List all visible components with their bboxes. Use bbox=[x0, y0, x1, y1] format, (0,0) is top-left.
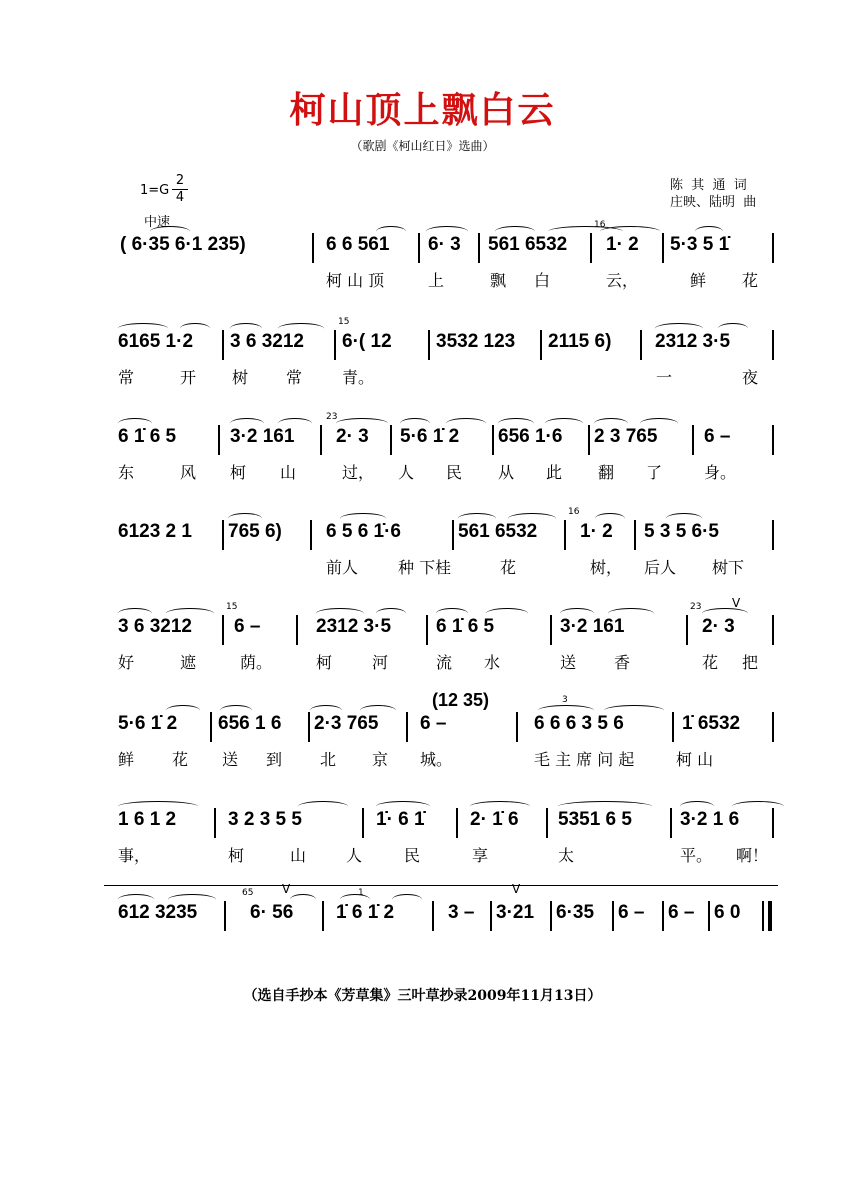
triplet-mark: 3 bbox=[562, 695, 568, 705]
lyric: 此 bbox=[546, 463, 563, 482]
breath-mark: V bbox=[732, 596, 741, 610]
lyric: 鲜 bbox=[690, 271, 707, 290]
lyric: 花 bbox=[742, 271, 759, 290]
measure: 6 1̇ 6 5 bbox=[436, 616, 495, 637]
measure: 5·6 1̇ 2 bbox=[118, 713, 178, 734]
measure: 5 3 5 6·5 bbox=[644, 521, 719, 542]
measure: 1̇· 6 1̇ bbox=[376, 809, 425, 830]
measure: 6 6 6 3 5 6 bbox=[534, 713, 624, 734]
song-subtitle: （歌剧《柯山红日》选曲） bbox=[350, 139, 495, 153]
lyric: 遮 bbox=[180, 653, 197, 672]
grace-note: 15 bbox=[338, 317, 350, 327]
measure: 765 6) bbox=[228, 521, 282, 542]
credits bbox=[670, 177, 756, 211]
lyric: 树 bbox=[232, 368, 249, 387]
song-title: 柯山顶上飘白云 bbox=[289, 89, 556, 131]
lyric: 云， bbox=[606, 271, 639, 290]
lyric: 夜 bbox=[742, 368, 759, 387]
time-bottom: 4 bbox=[172, 189, 188, 206]
lyric: 开 bbox=[180, 368, 197, 387]
measure: 3 2 3 5 5 bbox=[228, 809, 302, 830]
measure: 1 6 1 2 bbox=[118, 809, 177, 830]
lyric: 毛 主 席 问 起 bbox=[534, 750, 635, 769]
composer: 庄映、陆明 曲 bbox=[670, 195, 757, 210]
lyric: 到 bbox=[266, 750, 283, 769]
lyric: 前人 bbox=[326, 558, 359, 577]
measure: 5·3 5 1̇ bbox=[670, 234, 730, 255]
lyric: 城。 bbox=[420, 750, 453, 769]
measure: 2· 3 bbox=[702, 616, 735, 637]
measure: 6· 3 bbox=[428, 234, 461, 255]
measure: 6 5 6 1̇·6 bbox=[326, 521, 401, 542]
lyric: 种 下桂 bbox=[398, 558, 452, 577]
measure: 3 6 3212 bbox=[230, 331, 304, 352]
lyric: 后人 bbox=[644, 558, 677, 577]
measure: 2· 1̇ 6 bbox=[470, 809, 519, 830]
measure: 6 – bbox=[618, 902, 645, 923]
lyric: 水 bbox=[484, 653, 501, 672]
measure: 6· 56 bbox=[250, 902, 294, 923]
grace-note: 23 bbox=[326, 412, 338, 422]
lyric: 山 bbox=[280, 463, 297, 482]
lyric: 树下 bbox=[712, 558, 745, 577]
lyric: 花 bbox=[702, 653, 719, 672]
lyric: 常 bbox=[118, 368, 135, 387]
measure: 3·21 bbox=[496, 902, 535, 923]
lyric: 柯 bbox=[228, 846, 245, 865]
measure: 6 1̇ 6 5 bbox=[118, 426, 177, 447]
measure: 3532 123 bbox=[436, 331, 516, 352]
time-top: 2 bbox=[175, 173, 185, 188]
lyric: 柯 山 bbox=[676, 750, 714, 769]
measure: 6 – bbox=[234, 616, 261, 637]
lyric: 民 bbox=[404, 846, 421, 865]
lyric: 京 bbox=[372, 750, 389, 769]
measure: 2 3 765 bbox=[594, 426, 658, 447]
key-signature: 1=G bbox=[140, 183, 170, 198]
lyric: 树， bbox=[590, 558, 623, 577]
measure: 2·3 765 bbox=[314, 713, 379, 734]
lyric: 过， bbox=[342, 463, 375, 482]
lyric: 东 bbox=[118, 463, 135, 482]
lyric: 流 bbox=[436, 653, 453, 672]
grace-note: 15 bbox=[226, 602, 238, 612]
lyric: 北 bbox=[320, 750, 337, 769]
divider-line bbox=[104, 885, 778, 886]
measure: 3 – bbox=[448, 902, 475, 923]
measure: 1· 2 bbox=[606, 234, 639, 255]
lyric: 上 bbox=[428, 271, 445, 290]
measure: 6 0 bbox=[714, 902, 741, 923]
measure: 5·6 1̇ 2 bbox=[400, 426, 460, 447]
final-barline bbox=[768, 901, 772, 931]
lyric: 把 bbox=[742, 653, 759, 672]
lyric: 鲜 bbox=[118, 750, 135, 769]
grace-note: 65 bbox=[242, 888, 254, 898]
lyric: 柯 山 顶 bbox=[326, 271, 385, 290]
measure: 2115 6) bbox=[548, 331, 612, 352]
lyric: 柯 bbox=[230, 463, 247, 482]
lyric: 平。 bbox=[680, 846, 713, 865]
measure: 6 – bbox=[704, 426, 731, 447]
measure: 2312 3·5 bbox=[316, 616, 392, 637]
lyric: 常 bbox=[286, 368, 303, 387]
breath-mark: V bbox=[282, 882, 291, 896]
measure: 6165 1·2 bbox=[118, 331, 194, 352]
measure: 656 1 6 bbox=[218, 713, 282, 734]
lyric: 从 bbox=[498, 463, 515, 482]
lyric: 人 bbox=[398, 463, 415, 482]
measure: 561 6532 bbox=[458, 521, 538, 542]
measure: 6 – bbox=[668, 902, 695, 923]
measure: 1̇ 6532 bbox=[682, 713, 741, 734]
grace-note: 23 bbox=[690, 602, 702, 612]
measure: 2· 3 bbox=[336, 426, 369, 447]
lyric: 民 bbox=[446, 463, 463, 482]
lyric: 啊！ bbox=[736, 846, 769, 865]
tempo-marking: 中速 bbox=[144, 215, 171, 230]
lyric: 享 bbox=[472, 846, 489, 865]
lyric: 白 bbox=[534, 271, 551, 290]
lyricist: 陈 其 通 词 bbox=[670, 178, 747, 193]
measure: 656 1·6 bbox=[498, 426, 563, 447]
measure: 3 6 3212 bbox=[118, 616, 192, 637]
lyric: 花 bbox=[172, 750, 189, 769]
lyric: 荫。 bbox=[240, 653, 273, 672]
grace-note: 16 bbox=[568, 507, 580, 517]
grace-note: 16 bbox=[594, 220, 606, 230]
lyric: 太 bbox=[558, 846, 575, 865]
lyric: 飘 bbox=[490, 271, 507, 290]
measure: 612 3235 bbox=[118, 902, 198, 923]
measure: ( 6·35 6·1 235) bbox=[120, 234, 246, 255]
lyric: 人 bbox=[346, 846, 363, 865]
time-signature bbox=[172, 173, 188, 206]
lyric: 一 bbox=[656, 368, 673, 387]
lyric: 柯 bbox=[316, 653, 333, 672]
measure: 3·2 161 bbox=[230, 426, 295, 447]
lyric: 风 bbox=[180, 463, 197, 482]
measure: 3·2 161 bbox=[560, 616, 625, 637]
source-note: （选自手抄本《芳草集》三叶草抄录2009年11月13日） bbox=[243, 988, 602, 1004]
measure: 3·2 1 6 bbox=[680, 809, 740, 830]
lyric: 事， bbox=[118, 846, 151, 865]
measure: 6·35 bbox=[556, 902, 595, 923]
measure: 6 6 561 bbox=[326, 234, 390, 255]
lyric: 好 bbox=[118, 653, 135, 672]
instrumental-fill: (12 35) bbox=[432, 690, 490, 710]
measure: 561 6532 bbox=[488, 234, 568, 255]
lyric: 送 bbox=[560, 653, 577, 672]
lyric: 翻 bbox=[598, 463, 615, 482]
measure: 5351 6 5 bbox=[558, 809, 632, 830]
lyric: 青。 bbox=[342, 368, 375, 387]
measure: 1· 2 bbox=[580, 521, 613, 542]
lyric: 送 bbox=[222, 750, 239, 769]
grace-note: 1 bbox=[358, 888, 364, 898]
breath-mark: V bbox=[512, 882, 521, 896]
measure: 6 – bbox=[420, 713, 447, 734]
measure: 1̇ 6 1̇ 2 bbox=[336, 902, 395, 923]
lyric: 河 bbox=[372, 653, 389, 672]
lyric: 山 bbox=[290, 846, 307, 865]
lyric: 花 bbox=[500, 558, 517, 577]
lyric: 身。 bbox=[704, 463, 737, 482]
lyric: 香 bbox=[614, 653, 631, 672]
measure: 2312 3·5 bbox=[655, 331, 731, 352]
measure: 6·( 12 bbox=[342, 331, 392, 352]
lyric: 了 bbox=[646, 463, 663, 482]
measure: 6123 2 1 bbox=[118, 521, 192, 542]
